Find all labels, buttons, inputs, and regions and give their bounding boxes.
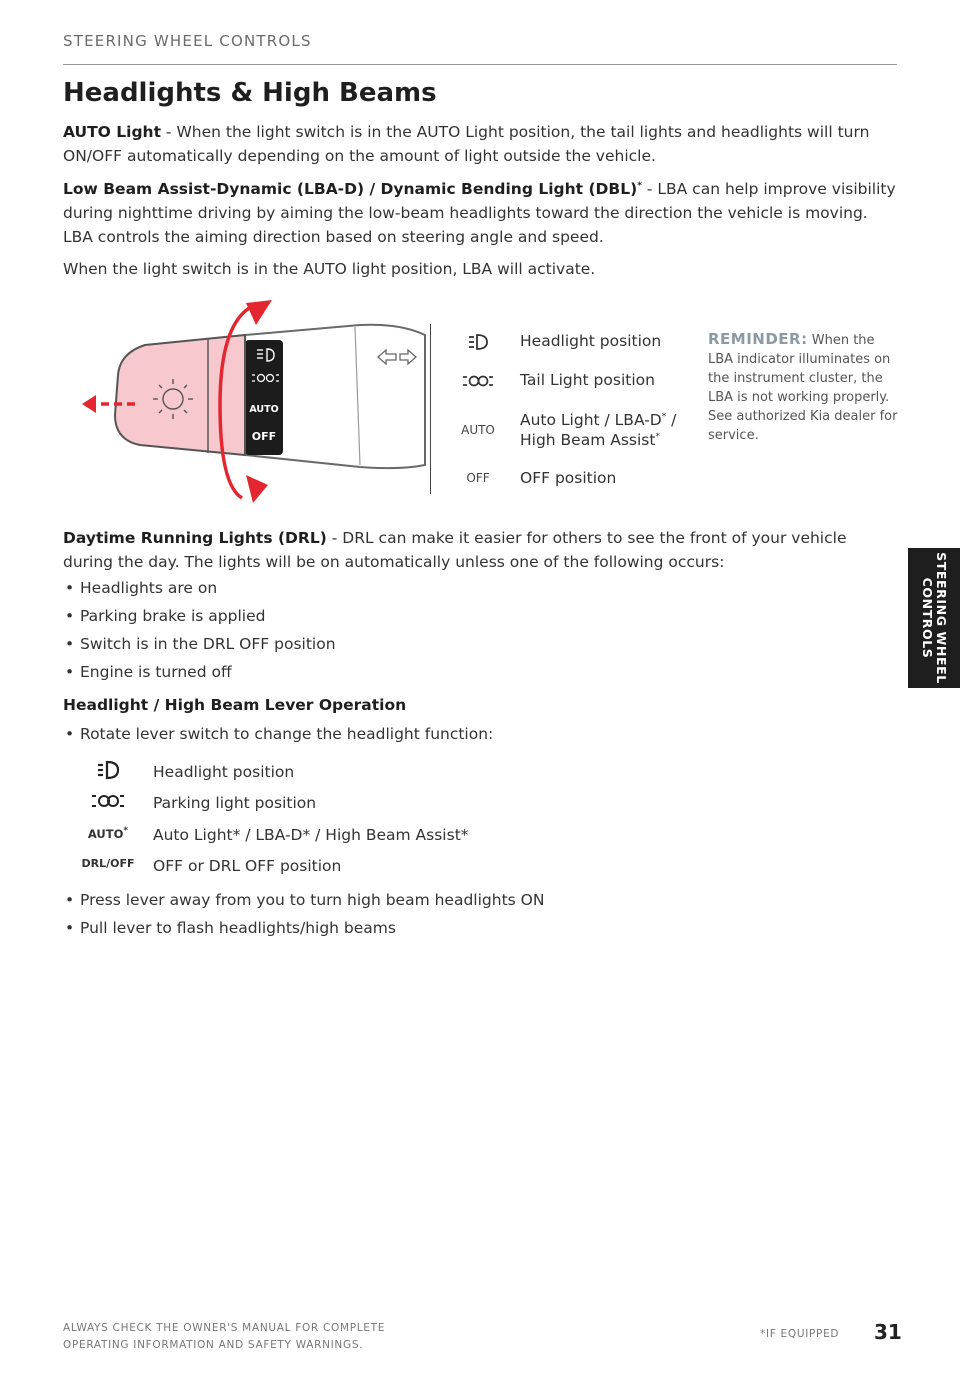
header-divider	[63, 64, 897, 65]
op-legend-text-parking: Parking light position	[153, 794, 317, 812]
list-item: • Switch is in the DRL OFF position	[63, 630, 898, 658]
side-tab-label: STEERING WHEEL CONTROLS	[920, 552, 949, 684]
switch-off-label: OFF	[251, 430, 277, 443]
legend-text-auto: Auto Light / LBA-D* / High Beam Assist*	[520, 411, 677, 449]
lever-operation-list	[63, 886, 898, 942]
list-item: • Engine is turned off	[63, 658, 898, 686]
lba-label: Low Beam Assist-Dynamic (LBA-D) / Dynamic Bending Light (DBL)*	[63, 180, 642, 198]
legend-text-tail-light: Tail Light position	[520, 371, 655, 389]
lever-operation-intro-list	[63, 720, 898, 748]
reminder-text: When the LBA indicator illuminates on the instrument cluster, the LBA is not working properly. See authorized Kia dealer for service.	[708, 333, 898, 443]
legend-row-off	[430, 468, 700, 492]
legend-row-headlight	[430, 331, 700, 355]
list-item: • Parking brake is applied	[63, 602, 898, 630]
tail-light-icon	[452, 372, 504, 393]
auto-position-icon: AUTO	[461, 423, 495, 437]
op-legend-row-auto	[80, 823, 680, 853]
rotate-down-arrowhead-icon	[246, 475, 268, 503]
auto-position-icon: AUTO*	[87, 826, 129, 841]
drl-text: DRL can make it easier for others to see the front of your vehicle during the day. The lights will be on automatically unless one of the following occurs:	[63, 529, 847, 571]
footer-disclaimer: ALWAYS CHECK THE OWNER'S MANUAL FOR COMPLETE OPERATING INFORMATION AND SAFETY WARNINGS.	[63, 1322, 386, 1351]
lba-paragraph: Low Beam Assist-Dynamic (LBA-D) / Dynamic Bending Light (DBL)* - LBA can help improve visibility during nighttime driving by aiming the low-beam headlights toward the direction the vehicle is moving. LBA controls the aiming direction based on steering angle and speed.	[63, 180, 896, 246]
page-title: Headlights & High Beams	[63, 78, 437, 108]
list-item: • Headlights are on	[63, 574, 898, 602]
list-item: • Press lever away from you to turn high beam headlights ON	[63, 886, 898, 914]
list-item: • Pull lever to flash headlights/high beams	[63, 914, 898, 942]
headlight-icon	[452, 333, 504, 354]
legend-row-tail-light	[430, 370, 700, 394]
lever-figure	[60, 295, 430, 505]
auto-light-label: AUTO Light	[63, 123, 161, 141]
footer-if-equipped: *IF EQUIPPED	[760, 1328, 840, 1340]
lba-activation-text: When the light switch is in the AUTO light position, LBA will activate.	[63, 260, 596, 278]
drl-off-position-icon: DRL/OFF	[81, 857, 135, 870]
section-side-tab[interactable]	[908, 548, 960, 688]
lever-operation-title: Headlight / High Beam Lever Operation	[63, 696, 407, 714]
reminder-label: REMINDER:	[708, 330, 808, 348]
drl-conditions-list	[63, 574, 898, 686]
switch-auto-label: AUTO	[249, 404, 279, 415]
legend-text-off: OFF position	[520, 469, 617, 487]
auto-light-text: When the light switch is in the AUTO Light position, the tail lights and headlights will turn ON/OFF automatically depending on the amount of light outside the vehicle.	[63, 123, 870, 165]
op-legend-text-headlight: Headlight position	[153, 763, 295, 781]
drl-label: Daytime Running Lights (DRL)	[63, 529, 327, 547]
list-item: • Rotate lever switch to change the headlight function:	[63, 720, 898, 748]
page-number: 31	[874, 1320, 902, 1344]
op-legend-text-drl-off: OFF or DRL OFF position	[153, 857, 342, 875]
headlight-icon	[80, 760, 136, 783]
legend-row-auto	[430, 410, 700, 454]
reminder-note	[708, 330, 903, 445]
op-legend-row-drl-off	[80, 854, 680, 884]
op-legend-text-auto: Auto Light* / LBA-D* / High Beam Assist*	[153, 826, 469, 844]
parking-light-icon	[80, 791, 136, 814]
drl-paragraph: Daytime Running Lights (DRL) - DRL can make it easier for others to see the front of your vehicle during the day. The lights will be on automatically unless one of the following occurs:	[63, 529, 847, 571]
op-legend-row-headlight	[80, 760, 680, 790]
off-position-icon: OFF	[466, 471, 490, 485]
section-title: STEERING WHEEL CONTROLS	[63, 32, 312, 50]
rotate-up-arrowhead-icon	[246, 300, 272, 325]
legend-text-headlight: Headlight position	[520, 332, 662, 350]
lba-text: LBA can help improve visibility during nighttime driving by aiming the low-beam headlights toward the direction the vehicle is moving. LBA controls the aiming direction based on steering angle and speed.	[63, 180, 896, 246]
op-legend-row-parking	[80, 791, 680, 821]
auto-light-paragraph: AUTO Light - When the light switch is in the AUTO Light position, the tail lights and headlights will turn ON/OFF automatically depending on the amount of light outside the vehicle.	[63, 123, 870, 165]
